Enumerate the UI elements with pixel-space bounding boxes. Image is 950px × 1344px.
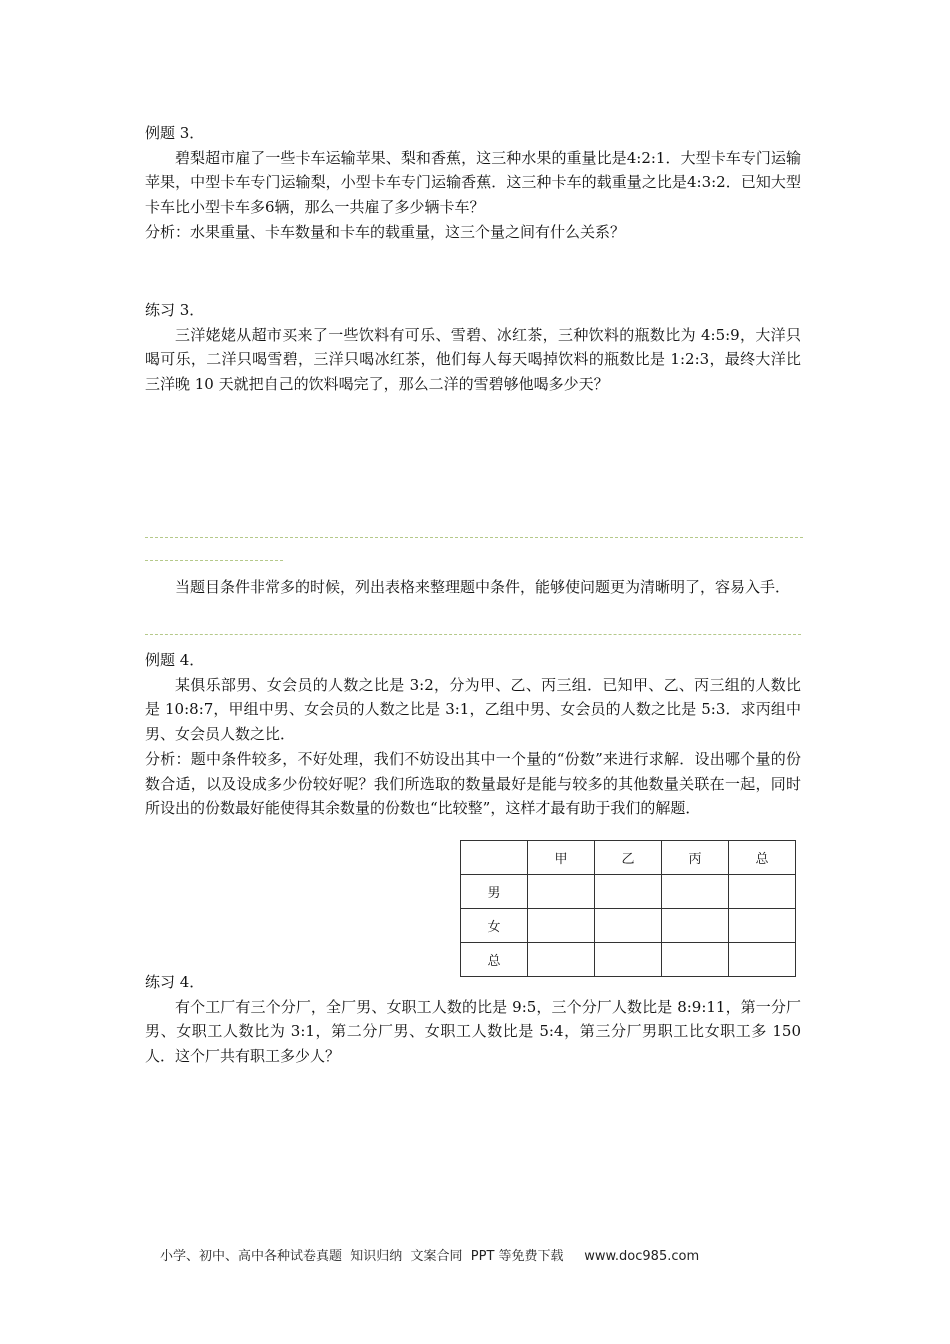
row-label: 男 bbox=[461, 875, 528, 909]
divider bbox=[145, 634, 801, 635]
divider bbox=[145, 537, 803, 538]
practice-3 bbox=[145, 298, 801, 397]
footer: 小学、初中、高中各种试卷真题 知识归纳 文案合同 PPT 等免费下载 www.doc985.com bbox=[160, 1249, 700, 1264]
example-3-title: 例题 3． bbox=[145, 124, 205, 142]
header-cell: 甲 bbox=[528, 841, 595, 875]
example-3-analysis: 分析：水果重量、卡车数量和卡车的载重量，这三个量之间有什么关系？ bbox=[145, 222, 626, 241]
practice-3-title: 练习 3． bbox=[145, 301, 205, 319]
example-3 bbox=[145, 121, 801, 245]
header-cell bbox=[461, 841, 528, 875]
example-4-title: 例题 4． bbox=[145, 651, 205, 669]
tip bbox=[145, 575, 801, 600]
row-label: 女 bbox=[461, 909, 528, 943]
practice-3-body: 三洋姥姥从超市买来了一些饮料有可乐、雪碧、冰红茶，三种饮料的瓶数比为 4:5:9，大洋只喝可乐，二洋只喝雪碧，三洋只喝冰红茶，他们每人每天喝掉饮料的瓶数比是 1:2:3，最终大洋比三洋晚 10 天就把自己的饮料喝完了，那么二洋的雪碧够他喝多少天？ bbox=[145, 325, 801, 394]
condition-table bbox=[460, 840, 796, 977]
divider bbox=[145, 560, 283, 561]
row-label: 总 bbox=[461, 943, 528, 977]
practice-4-body: 有个工厂有三个分厂，全厂男、女职工人数的比是 9:5，三个分厂人数比是 8:9:11，第一分厂男、女职工人数比为 3:1，第二分厂男、女职工人数比是 5:4，第三分厂男职工比女职工多 150 人．这个厂共有职工多少人？ bbox=[145, 997, 801, 1066]
header-cell: 总 bbox=[729, 841, 796, 875]
header-cell: 乙 bbox=[595, 841, 662, 875]
header-cell: 丙 bbox=[662, 841, 729, 875]
practice-4-title: 练习 4． bbox=[145, 973, 205, 991]
example-4 bbox=[145, 648, 801, 821]
practice-4 bbox=[145, 970, 801, 1069]
example-3-body: 碧梨超市雇了一些卡车运输苹果、梨和香蕉，这三种水果的重量比是4:2:1．大型卡车专门运输苹果，中型卡车专门运输梨，小型卡车专门运输香蕉．这三种卡车的载重量之比是4:3:2．已知大型卡车比小型卡车多6辆，那么一共雇了多少辆卡车？ bbox=[145, 148, 801, 217]
example-4-analysis: 分析：题中条件较多，不好处理，我们不妨设出其中一个量的“份数”来进行求解．设出哪个量的份数合适，以及设成多少份较好呢？我们所选取的数量最好是能与较多的其他数量关联在一起，同时所设出的份数最好能使得其余数量的份数也“比较整”，这样才最有助于我们的解题． bbox=[145, 749, 801, 818]
example-4-body: 某俱乐部男、女会员的人数之比是 3:2，分为甲、乙、丙三组．已知甲、乙、丙三组的人数比是 10:8:7，甲组中男、女会员的人数之比是 3:1，乙组中男、女会员的人数之比是 5:3．求丙组中男、女会员人数之比． bbox=[145, 675, 801, 744]
tip-text: 当题目条件非常多的时候，列出表格来整理题中条件，能够使问题更为清晰明了，容易入手． bbox=[175, 578, 791, 596]
